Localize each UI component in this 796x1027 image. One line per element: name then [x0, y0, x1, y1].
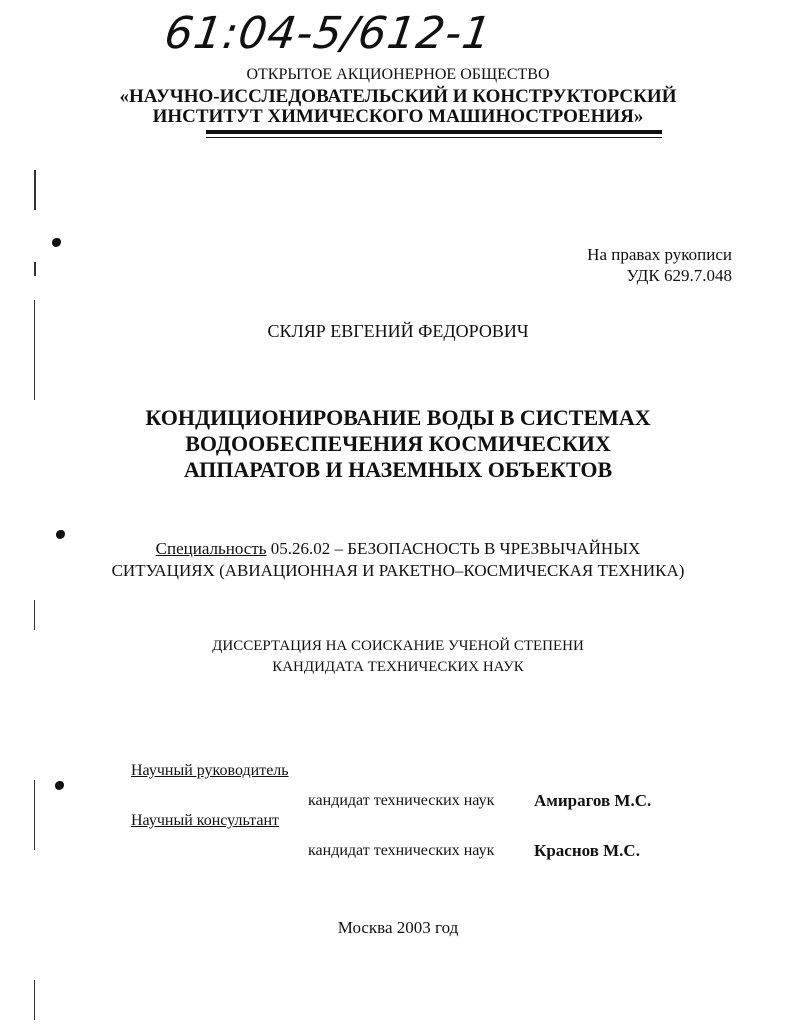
scan-mark [34, 600, 35, 630]
scan-mark [34, 300, 35, 400]
scan-mark [34, 780, 35, 850]
consultant-label: Научный консультант [131, 812, 279, 829]
scan-mark [34, 170, 36, 210]
consultant-degree: кандидат технических наук [308, 842, 495, 859]
specialty-line-2: СИТУАЦИЯХ (АВИАЦИОННАЯ И РАКЕТНО–КОСМИЧЕСКАЯ ТЕХНИКА) [111, 561, 685, 580]
organization-line-1: ОТКРЫТОЕ АКЦИОНЕРНОЕ ОБЩЕСТВО [246, 66, 550, 83]
binding-hole-mark [52, 238, 61, 247]
binding-hole-mark [55, 781, 64, 790]
organization-line-2: «НАУЧНО-ИССЛЕДОВАТЕЛЬСКИЙ И КОНСТРУКТОРСКИЙ [119, 86, 677, 107]
author-name: СКЛЯР ЕВГЕНИЙ ФЕДОРОВИЧ [267, 321, 529, 341]
specialty-code: 05.26.02 – БЕЗОПАСНОСТЬ В ЧРЕЗВЫЧАЙНЫХ [266, 539, 641, 558]
header-divider-thick [206, 130, 662, 134]
supervisor-name: Амирагов М.С. [534, 791, 652, 810]
title-line-1: КОНДИЦИОНИРОВАНИЕ ВОДЫ В СИСТЕМАХ [145, 405, 651, 430]
city-year: Москва 2003 год [337, 918, 459, 937]
scan-mark [34, 262, 36, 276]
title-line-3: АППАРАТОВ И НАЗЕМНЫХ ОБЪЕКТОВ [183, 457, 613, 482]
handwritten-archive-code: 61:04-5/612-1 [161, 8, 495, 59]
consultant-name: Краснов М.С. [534, 841, 640, 860]
header-divider-thin [206, 137, 662, 138]
specialty-block [0, 538, 796, 582]
scan-mark [34, 980, 35, 1020]
title-line-2: ВОДООБЕСПЕЧЕНИЯ КОСМИЧЕСКИХ [185, 431, 611, 456]
dissertation-line-1: ДИССЕРТАЦИЯ НА СОИСКАНИЕ УЧЕНОЙ СТЕПЕНИ [212, 638, 584, 654]
dissertation-title [0, 405, 796, 483]
specialty-label: Специальность [155, 539, 267, 558]
dissertation-degree-block [0, 636, 796, 678]
dissertation-line-2: КАНДИДАТА ТЕХНИЧЕСКИХ НАУК [272, 659, 524, 675]
specialty-line-1 [0, 538, 796, 560]
manuscript-rights-label: На правах рукописи [587, 245, 732, 264]
supervisor-degree: кандидат технических наук [308, 792, 495, 809]
supervisor-label: Научный руководитель [131, 762, 289, 779]
udc-code: УДК 629.7.048 [626, 266, 732, 285]
organization-line-3: ИНСТИТУТ ХИМИЧЕСКОГО МАШИНОСТРОЕНИЯ» [152, 106, 644, 127]
